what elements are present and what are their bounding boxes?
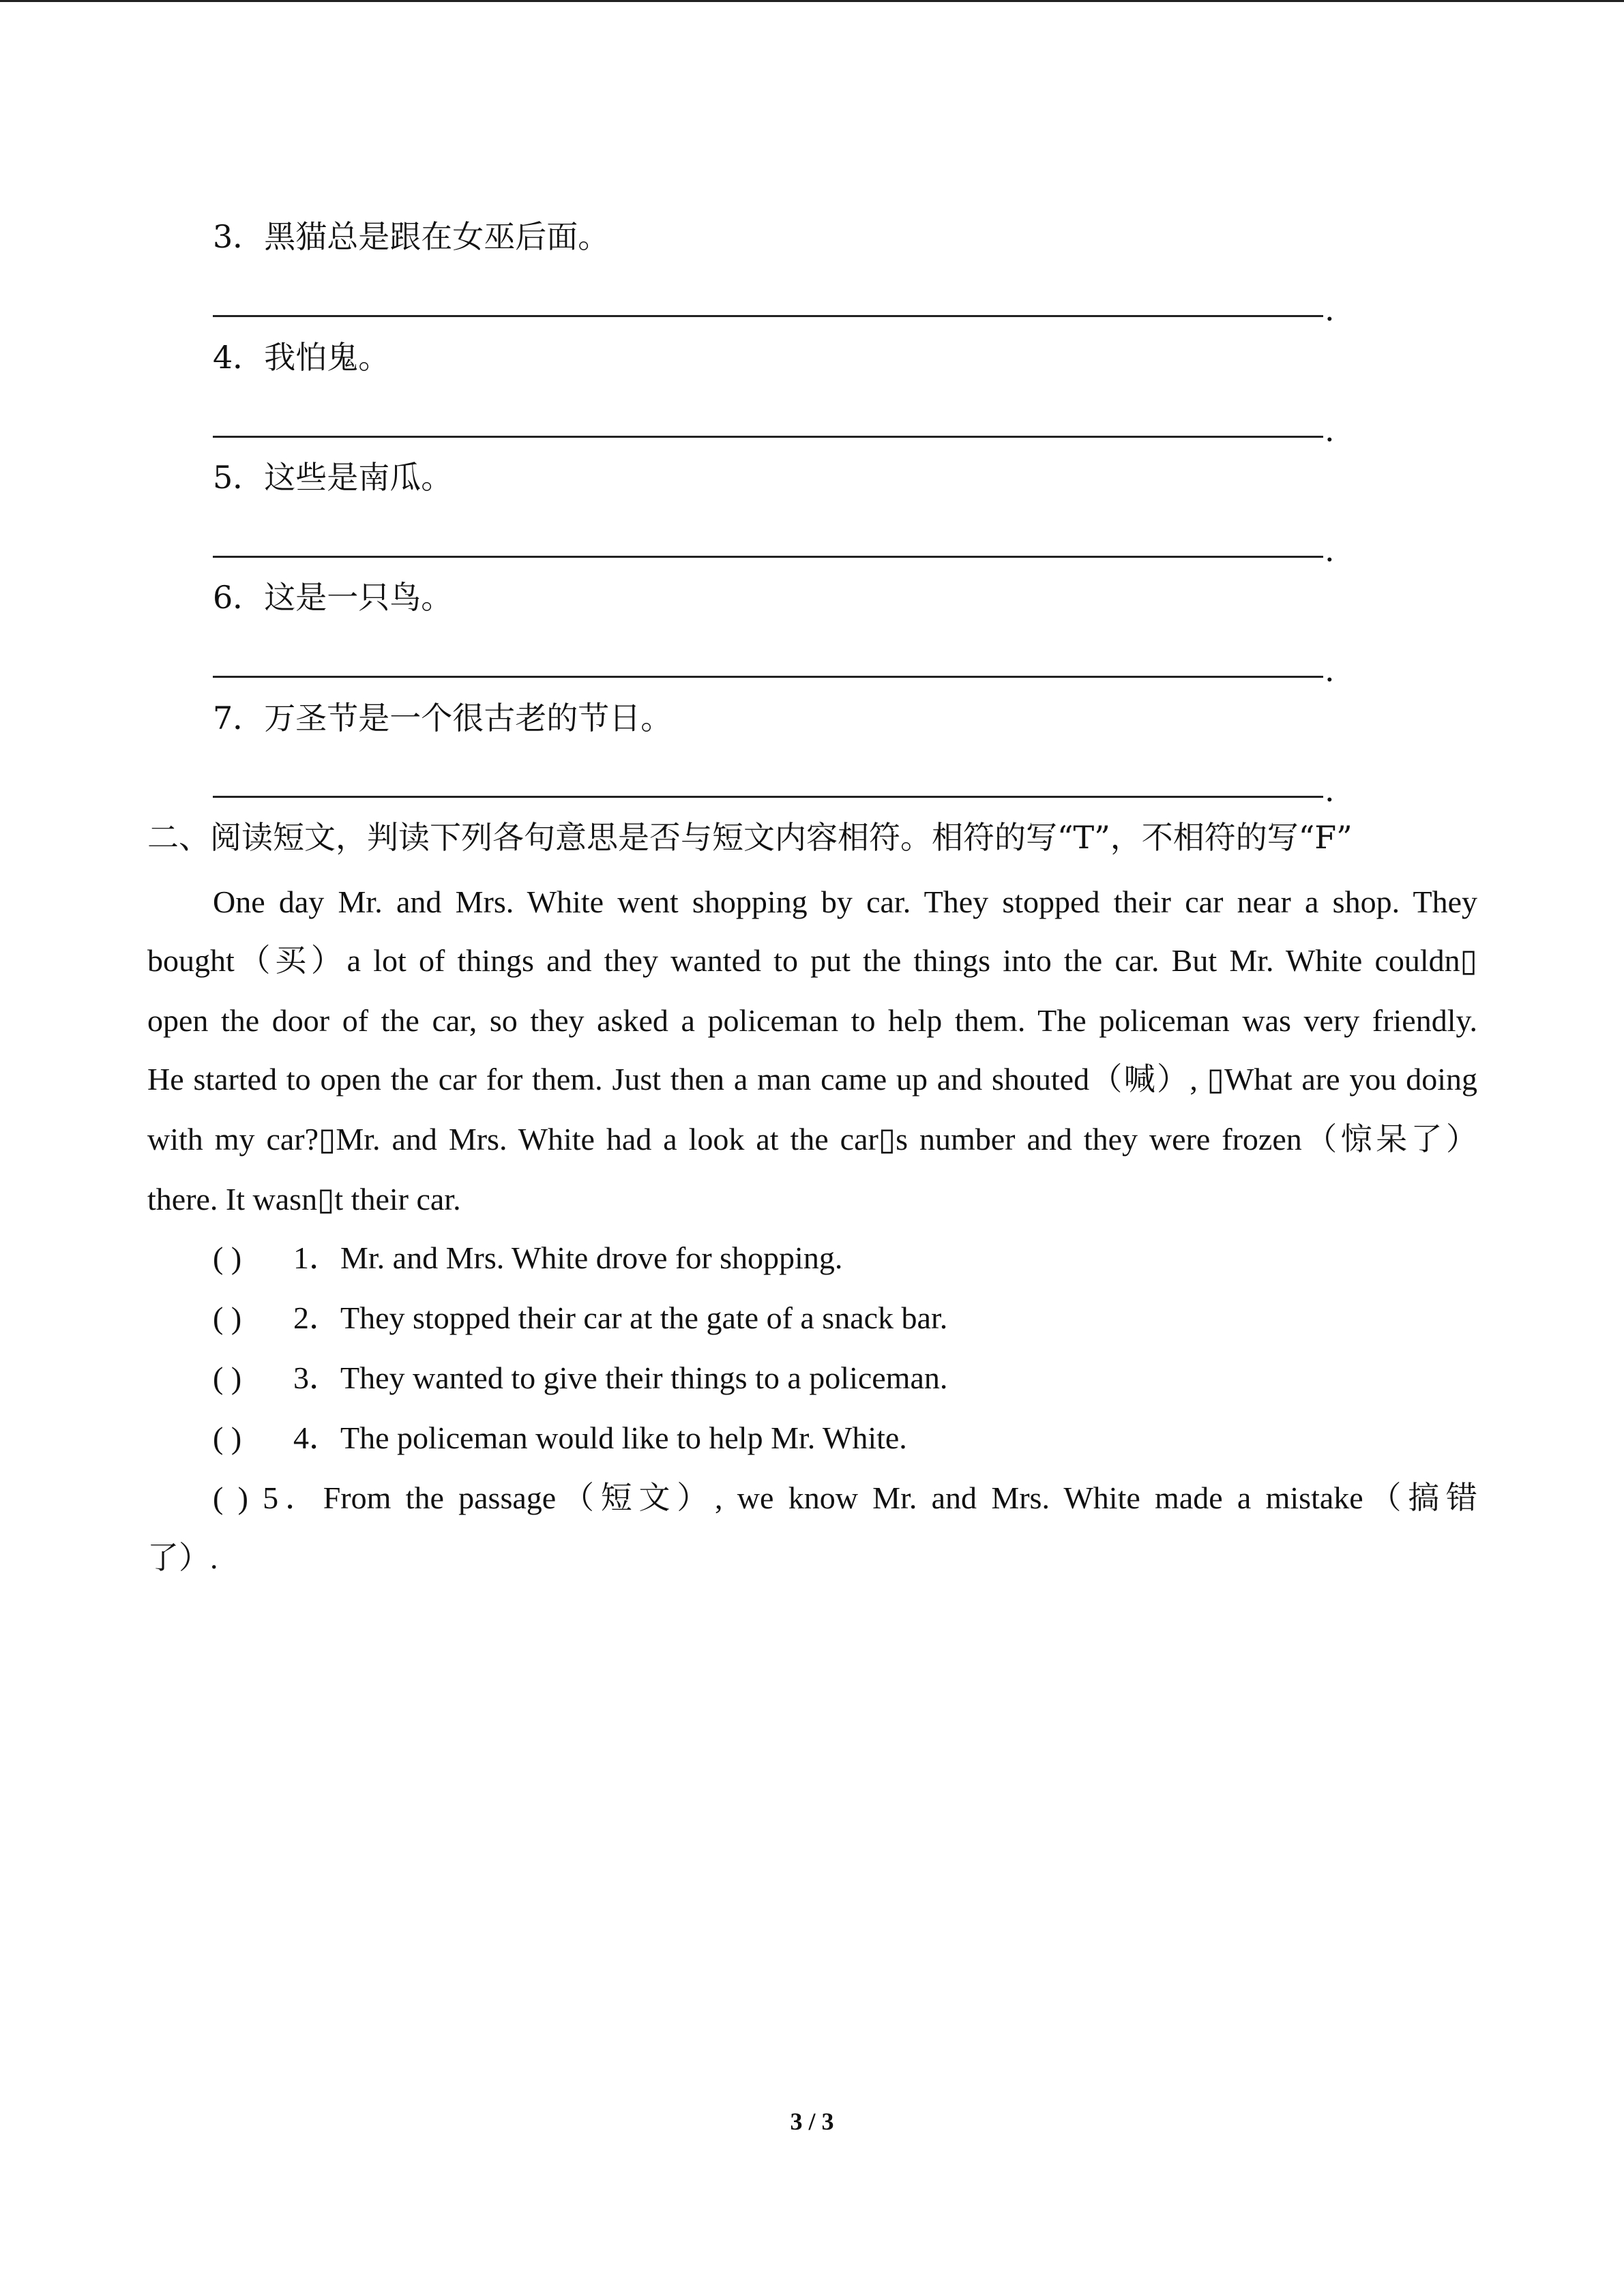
page-number: 3 / 3 (790, 2108, 834, 2135)
answer-line-end-mark: . (1325, 772, 1335, 809)
passage-line-3: open the door of the car, so they asked a policeman to help them. The policeman was very friendly. (147, 1003, 1477, 1038)
tf-question-5: ( ) 5．From the passage（短文）, we know Mr. and Mrs. White made a mistake（搞错 (213, 1480, 1477, 1515)
answer-line-end-mark: . (1325, 412, 1335, 449)
tf-question-5-continued: 了）. (147, 1540, 218, 1575)
question-text: 3．They wanted to give their things to a policeman. (293, 1360, 948, 1395)
translation-item-6: 6．这是一只鸟。 (213, 579, 453, 616)
passage-line-1: One day Mr. and Mrs. White went shopping by car. They stopped their car near a shop. They (213, 884, 1477, 919)
answer-blank[interactable]: ( ) (213, 1240, 242, 1275)
answer-line-3[interactable] (213, 315, 1323, 317)
translation-item-5: 5．这些是南瓜。 (213, 459, 453, 496)
answer-blank[interactable]: ( ) (213, 1420, 242, 1455)
question-text: 4．The policeman would like to help Mr. White. (293, 1420, 907, 1455)
answer-line-5[interactable] (213, 556, 1323, 558)
answer-line-7[interactable] (213, 796, 1323, 798)
translation-item-3: 3．黑猫总是跟在女巫后面。 (213, 218, 610, 255)
passage-line-6: there. It wasn▯t their car. (147, 1182, 461, 1217)
passage-line-2: bought（买）a lot of things and they wanted to put the things into the car. But Mr. White couldn▯ (147, 943, 1477, 978)
passage-line-5: with my car?▯Mr. and Mrs. White had a look at the car▯s number and they were frozen（惊呆了） (147, 1122, 1477, 1157)
answer-line-end-mark: . (1325, 532, 1335, 569)
question-text: 2．They stopped their car at the gate of a snack bar. (293, 1300, 948, 1335)
tf-question-4 (213, 1419, 907, 1457)
section-title: 二、阅读短文，判读下列各句意思是否与短文内容相符。相符的写“T”，不相符的写“F” (147, 819, 1353, 856)
answer-line-4[interactable] (213, 436, 1323, 438)
tf-question-3 (213, 1359, 947, 1397)
tf-question-2 (213, 1299, 947, 1337)
answer-line-6[interactable] (213, 676, 1323, 678)
answer-blank[interactable]: ( ) (213, 1360, 242, 1395)
answer-blank[interactable]: ( ) (213, 1300, 242, 1335)
translation-item-7: 7．万圣节是一个很古老的节日。 (213, 700, 673, 736)
answer-line-end-mark: . (1325, 291, 1335, 328)
answer-line-end-mark: . (1325, 652, 1335, 689)
tf-question-1 (213, 1239, 842, 1277)
passage-line-4: He started to open the car for them. Just then a man came up and shouted（喊）, ▯What are you doing (147, 1062, 1477, 1097)
question-text: 1．Mr. and Mrs. White drove for shopping. (293, 1240, 843, 1275)
translation-item-4: 4．我怕鬼。 (213, 339, 390, 376)
